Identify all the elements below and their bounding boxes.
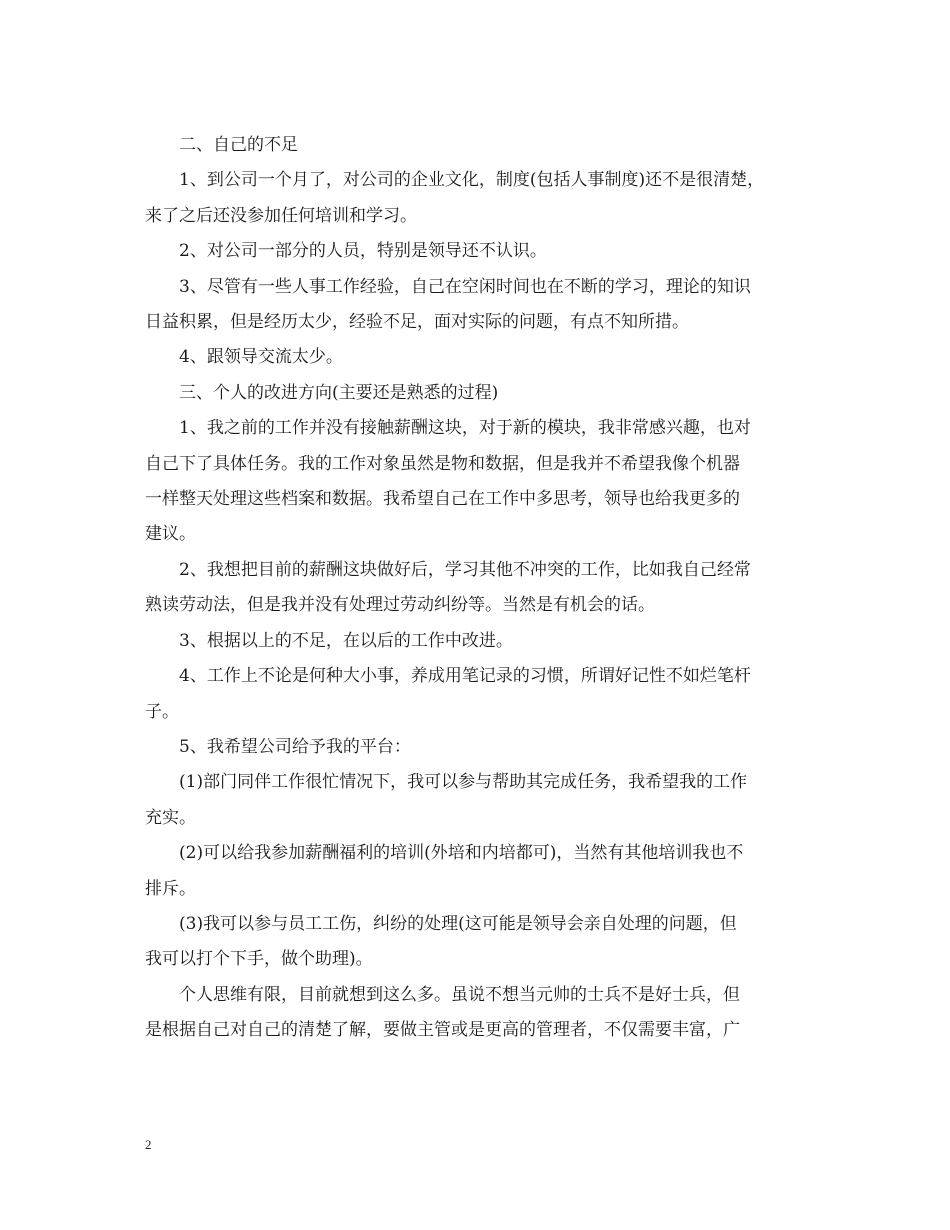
paragraph: [145, 411, 815, 553]
text-line: 1、到公司一个月了，对公司的企业文化，制度(包括人事制度)还不是很清楚，: [179, 170, 765, 191]
text-line: 4、工作上不论是何种大小事，养成用笔记录的习惯，所谓好记性不如烂笔杆: [179, 666, 751, 687]
paragraph: [145, 659, 815, 730]
text-line: 自己下了具体任务。我的工作对象虽然是物和数据，但是我并不希望我像个机器: [145, 453, 740, 474]
text-line: (2)可以给我参加薪酬福利的培训(外培和内培都可)，当然有其他培训我也不: [179, 843, 744, 864]
text-line: 3、根据以上的不足，在以后的工作中改进。: [179, 630, 513, 651]
paragraph: [145, 836, 815, 907]
text-line: 充实。: [145, 807, 196, 828]
paragraph: [145, 624, 815, 659]
text-line: 子。: [145, 701, 179, 722]
text-line: 来了之后还没参加任何培训和学习。: [145, 205, 417, 226]
paragraph: [145, 765, 815, 836]
paragraph: [145, 978, 815, 1049]
text-line: 3、尽管有一些人事工作经验，自己在空闲时间也在不断的学习，理论的知识: [179, 276, 751, 297]
section-heading-shortcomings: [145, 128, 815, 163]
text-line: 是根据自己对自己的清楚了解，要做主管或是更高的管理者，不仅需要丰富，广: [145, 1020, 740, 1041]
text-line: 2、对公司一部分的人员，特别是领导还不认识。: [179, 241, 547, 262]
paragraph: [145, 234, 815, 269]
paragraph: [145, 907, 815, 978]
text-line: 个人思维有限，目前就想到这么多。虽说不想当元帅的士兵不是好士兵，但: [179, 984, 740, 1005]
section-heading-improvement: [145, 376, 815, 411]
paragraph: [145, 340, 815, 375]
text-line: 排斥。: [145, 878, 196, 899]
text-line: (3)我可以参与员工工伤，纠纷的处理(这可能是领导会亲自处理的问题，但: [179, 913, 737, 934]
paragraph: [145, 163, 815, 234]
paragraph: [145, 553, 815, 624]
paragraph: [145, 730, 815, 765]
text-line: 日益积累，但是经历太少，经验不足，面对实际的问题，有点不知所措。: [145, 312, 689, 333]
paragraph: [145, 270, 815, 341]
document-body: [145, 128, 815, 1049]
text-line: 4、跟领导交流太少。: [179, 347, 343, 368]
text-line: 一样整天处理这些档案和数据。我希望自己在工作中多思考，领导也给我更多的: [145, 489, 740, 510]
text-line: 二、自己的不足: [179, 135, 298, 155]
text-line: 1、我之前的工作并没有接触薪酬这块，对于新的模块，我非常感兴趣，也对: [179, 418, 751, 439]
text-line: 三、个人的改进方向(主要还是熟悉的过程): [179, 382, 499, 403]
text-line: 熟读劳动法，但是我并没有处理过劳动纠纷等。当然是有机会的话。: [145, 595, 655, 616]
text-line: 2、我想把目前的薪酬这块做好后，学习其他不冲突的工作，比如我自己经常: [179, 559, 751, 580]
text-line: (1)部门同伴工作很忙情况下，我可以参与帮助其完成任务，我希望我的工作: [179, 772, 748, 793]
text-line: 建议。: [145, 524, 196, 545]
text-line: 我可以打个下手，做个助理)。: [145, 949, 373, 970]
page-number: 2: [145, 1137, 152, 1152]
text-line: 5、我希望公司给予我的平台：: [179, 736, 411, 757]
